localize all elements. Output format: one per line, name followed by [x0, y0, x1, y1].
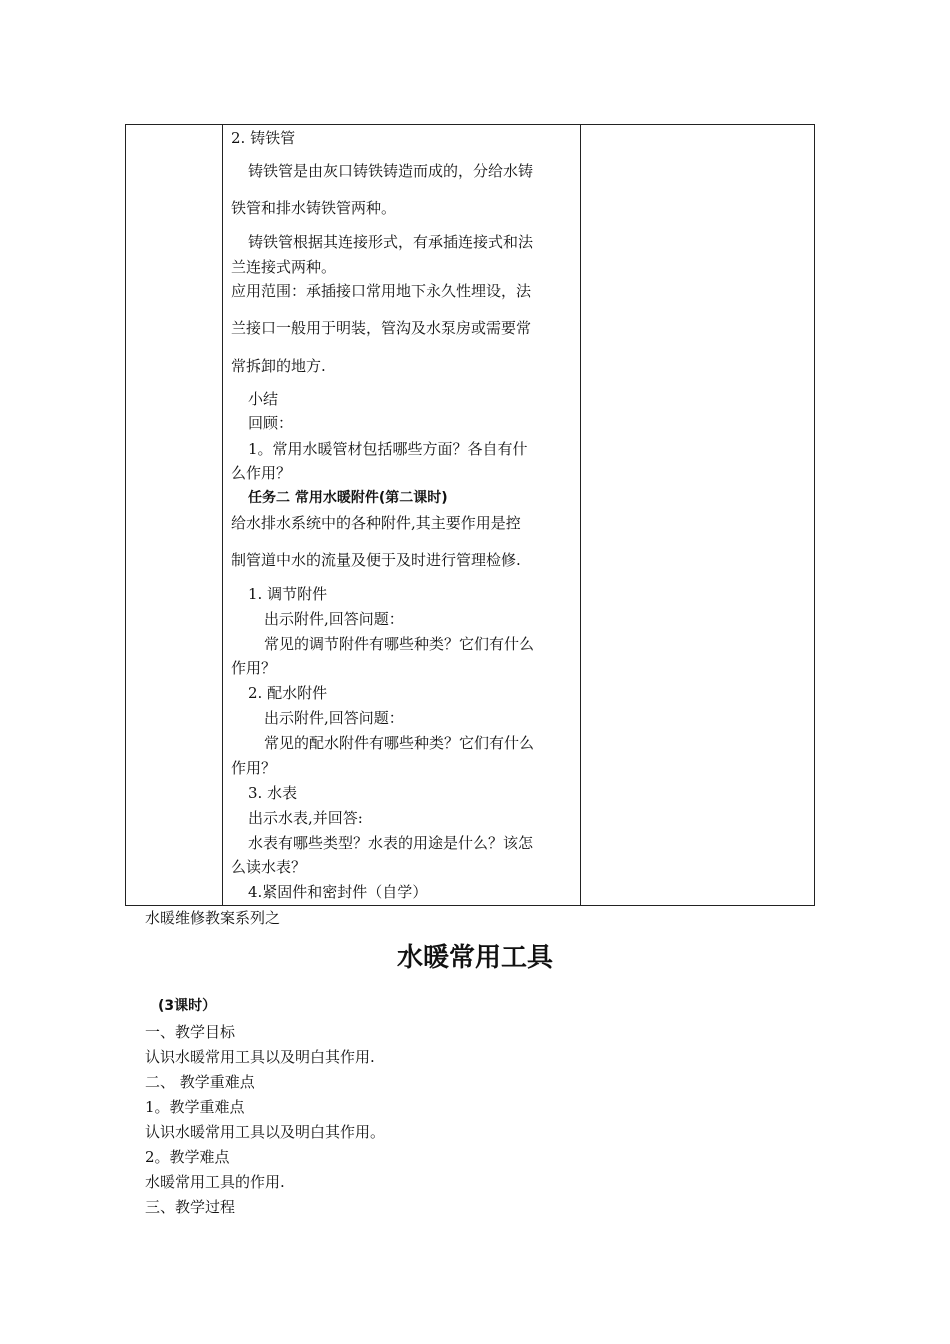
table-line: 1. 调节附件: [248, 585, 328, 603]
table-line: 水表有哪些类型？水表的用途是什么？该怎: [248, 834, 534, 852]
table-line: 么作用？: [231, 464, 292, 482]
table-line: 作用？: [231, 659, 277, 677]
section-heading: 三、教学过程: [145, 1198, 236, 1216]
section-heading: 一、教学目标: [145, 1023, 236, 1041]
body-line: 认识水暖常用工具以及明白其作用。: [145, 1123, 386, 1141]
table-line: 铁管和排水铸铁管两种。: [231, 199, 397, 217]
table-line: 兰接口一般用于明装，管沟及水泵房或需要常: [231, 319, 532, 337]
body-line: 1。教学重难点: [145, 1098, 245, 1116]
series-label: 水暖维修教案系列之: [145, 909, 281, 927]
table-line: 制管道中水的流量及便于及时进行管理检修.: [231, 551, 521, 569]
table-line: 2. 铸铁管: [231, 129, 296, 147]
table-line: 回顾：: [248, 414, 294, 432]
table-line: 1。常用水暖管材包括哪些方面？各自有什: [248, 440, 528, 458]
table-column-divider: [222, 125, 223, 905]
task-heading: 任务二 常用水暖附件(第二课时): [248, 490, 448, 506]
table-line: 常见的配水附件有哪些种类？它们有什么: [264, 734, 535, 752]
table-line: 铸铁管是由灰口铸铁铸造而成的，分给水铸: [248, 162, 534, 180]
lesson-hours: (3课时）: [158, 998, 217, 1014]
table-line: 出示水表,并回答:: [248, 809, 363, 827]
table-column-divider: [580, 125, 581, 905]
table-line: 小结: [248, 390, 279, 408]
table-line: 么读水表？: [231, 858, 307, 876]
table-line: 4.紧固件和密封件（自学）: [248, 883, 428, 901]
body-line: 认识水暖常用工具以及明白其作用.: [145, 1048, 375, 1066]
table-line: 2. 配水附件: [248, 684, 328, 702]
table-line: 兰连接式两种。: [231, 258, 337, 276]
document-title: 水暖常用工具: [396, 943, 553, 973]
body-line: 2。教学难点: [145, 1148, 230, 1166]
table-line: 应用范围：承插接口常用地下永久性埋设，法: [231, 282, 532, 300]
table-line: 常拆卸的地方.: [231, 357, 326, 375]
table-line: 常见的调节附件有哪些种类？它们有什么: [264, 635, 535, 653]
table-line: 出示附件,回答问题：: [264, 709, 404, 727]
table-line: 3. 水表: [248, 784, 298, 802]
table-line: 给水排水系统中的各种附件,其主要作用是控: [231, 514, 521, 532]
body-line: 水暖常用工具的作用.: [145, 1173, 285, 1191]
table-line: 铸铁管根据其连接形式，有承插连接式和法: [248, 233, 534, 251]
table-line: 作用？: [231, 759, 277, 777]
table-line: 出示附件,回答问题：: [264, 610, 404, 628]
section-heading: 二、 教学重难点: [145, 1073, 255, 1091]
